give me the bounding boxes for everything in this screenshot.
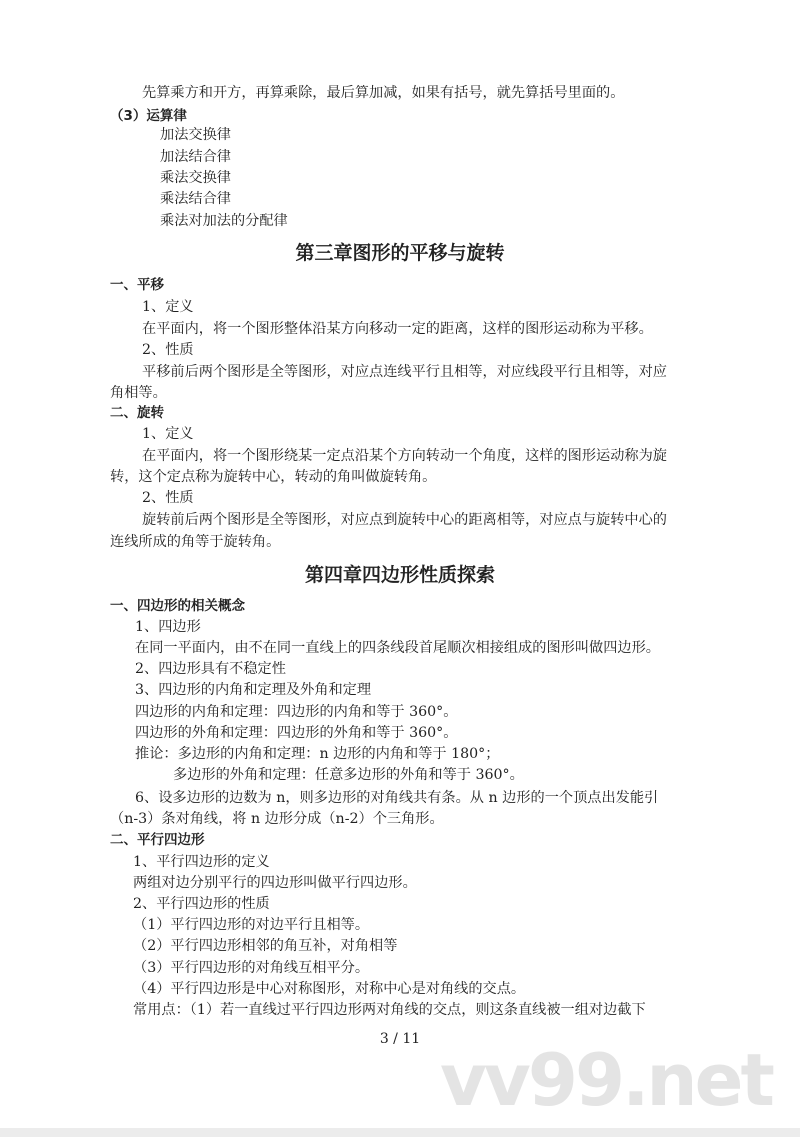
text-line: （1）平行四边形的对边平行且相等。: [133, 917, 370, 933]
text-line: 乘法结合律: [160, 191, 231, 207]
text-line: 1、平行四边形的定义: [133, 854, 270, 870]
text-line: 6、设多边形的边数为 n，则多边形的对角线共有条。从 n 边形的一个顶点出发能引: [135, 790, 659, 806]
text-line: 加法交换律: [160, 127, 231, 143]
chapter-title: 第三章图形的平移与旋转: [295, 242, 505, 264]
text-line: （4）平行四边形是中心对称图形，对称中心是对角线的交点。: [133, 981, 526, 997]
subheading: （3）运算律: [110, 108, 187, 124]
text-line: 3、四边形的内角和定理及外角和定理: [135, 682, 372, 698]
text-line: （n-3）条对角线，将 n 边形分成（n-2）个三角形。: [110, 811, 444, 827]
text-line: 四边形的外角和定理：四边形的外角和等于 360°。: [135, 725, 458, 741]
page-bottom-border: [0, 1128, 800, 1137]
section-heading: 一、四边形的相关概念: [110, 598, 245, 614]
chapter-title: 第四章四边形性质探索: [304, 564, 495, 586]
text-line: 旋转前后两个图形是全等图形，对应点到旋转中心的距离相等，对应点与旋转中心的: [142, 512, 667, 528]
text-line: 平移前后两个图形是全等图形，对应点连线平行且相等，对应线段平行且相等，对应: [142, 364, 667, 380]
text-line: 多边形的外角和定理：任意多边形的外角和等于 360°。: [173, 767, 524, 783]
text-line: 连线所成的角等于旋转角。: [110, 534, 281, 550]
text-line: （2）平行四边形相邻的角互补，对角相等: [133, 938, 398, 954]
section-heading: 二、旋转: [110, 405, 164, 421]
text-line: 推论：多边形的内角和定理：n 边形的内角和等于 180°；: [135, 746, 500, 762]
text-line: 在同一平面内，由不在同一直线上的四条线段首尾顺次相接组成的图形叫做四边形。: [135, 640, 660, 656]
section-heading: 一、平移: [110, 277, 164, 293]
text-line: 在平面内，将一个图形整体沿某方向移动一定的距离，这样的图形运动称为平移。: [142, 321, 653, 337]
text-line: 2、平行四边形的性质: [133, 896, 270, 912]
text-line: 角相等。: [110, 385, 167, 401]
page-number: 3 / 11: [379, 1031, 421, 1047]
section-heading: 二、平行四边形: [110, 832, 205, 848]
watermark: vv99.net: [440, 1038, 772, 1122]
text-line: 两组对边分别平行的四边形叫做平行四边形。: [133, 875, 417, 891]
text-line: 转，这个定点称为旋转中心，转动的角叫做旋转角。: [110, 469, 437, 485]
text-line: 1、定义: [142, 299, 194, 315]
text-line: 在平面内，将一个图形绕某一定点沿某个方向转动一个角度，这样的图形运动称为旋: [142, 448, 667, 464]
text-line: （3）平行四边形的对角线互相平分。: [133, 960, 370, 976]
text-line: 1、定义: [142, 426, 194, 442]
text-line: 2、性质: [142, 490, 194, 506]
text-line: 加法结合律: [160, 149, 231, 165]
text-line: 乘法对加法的分配律: [160, 213, 288, 229]
text-line: 2、四边形具有不稳定性: [135, 661, 286, 677]
text-line: 常用点：（1）若一直线过平行四边形两对角线的交点，则这条直线被一组对边截下: [133, 1002, 646, 1018]
text-line: 乘法交换律: [160, 170, 231, 186]
text-line: 1、四边形: [135, 619, 201, 635]
text-line: 先算乘方和开方，再算乘除，最后算加减，如果有括号，就先算括号里面的。: [142, 85, 625, 101]
text-line: 四边形的内角和定理：四边形的内角和等于 360°。: [135, 704, 458, 720]
text-line: 2、性质: [142, 342, 194, 358]
